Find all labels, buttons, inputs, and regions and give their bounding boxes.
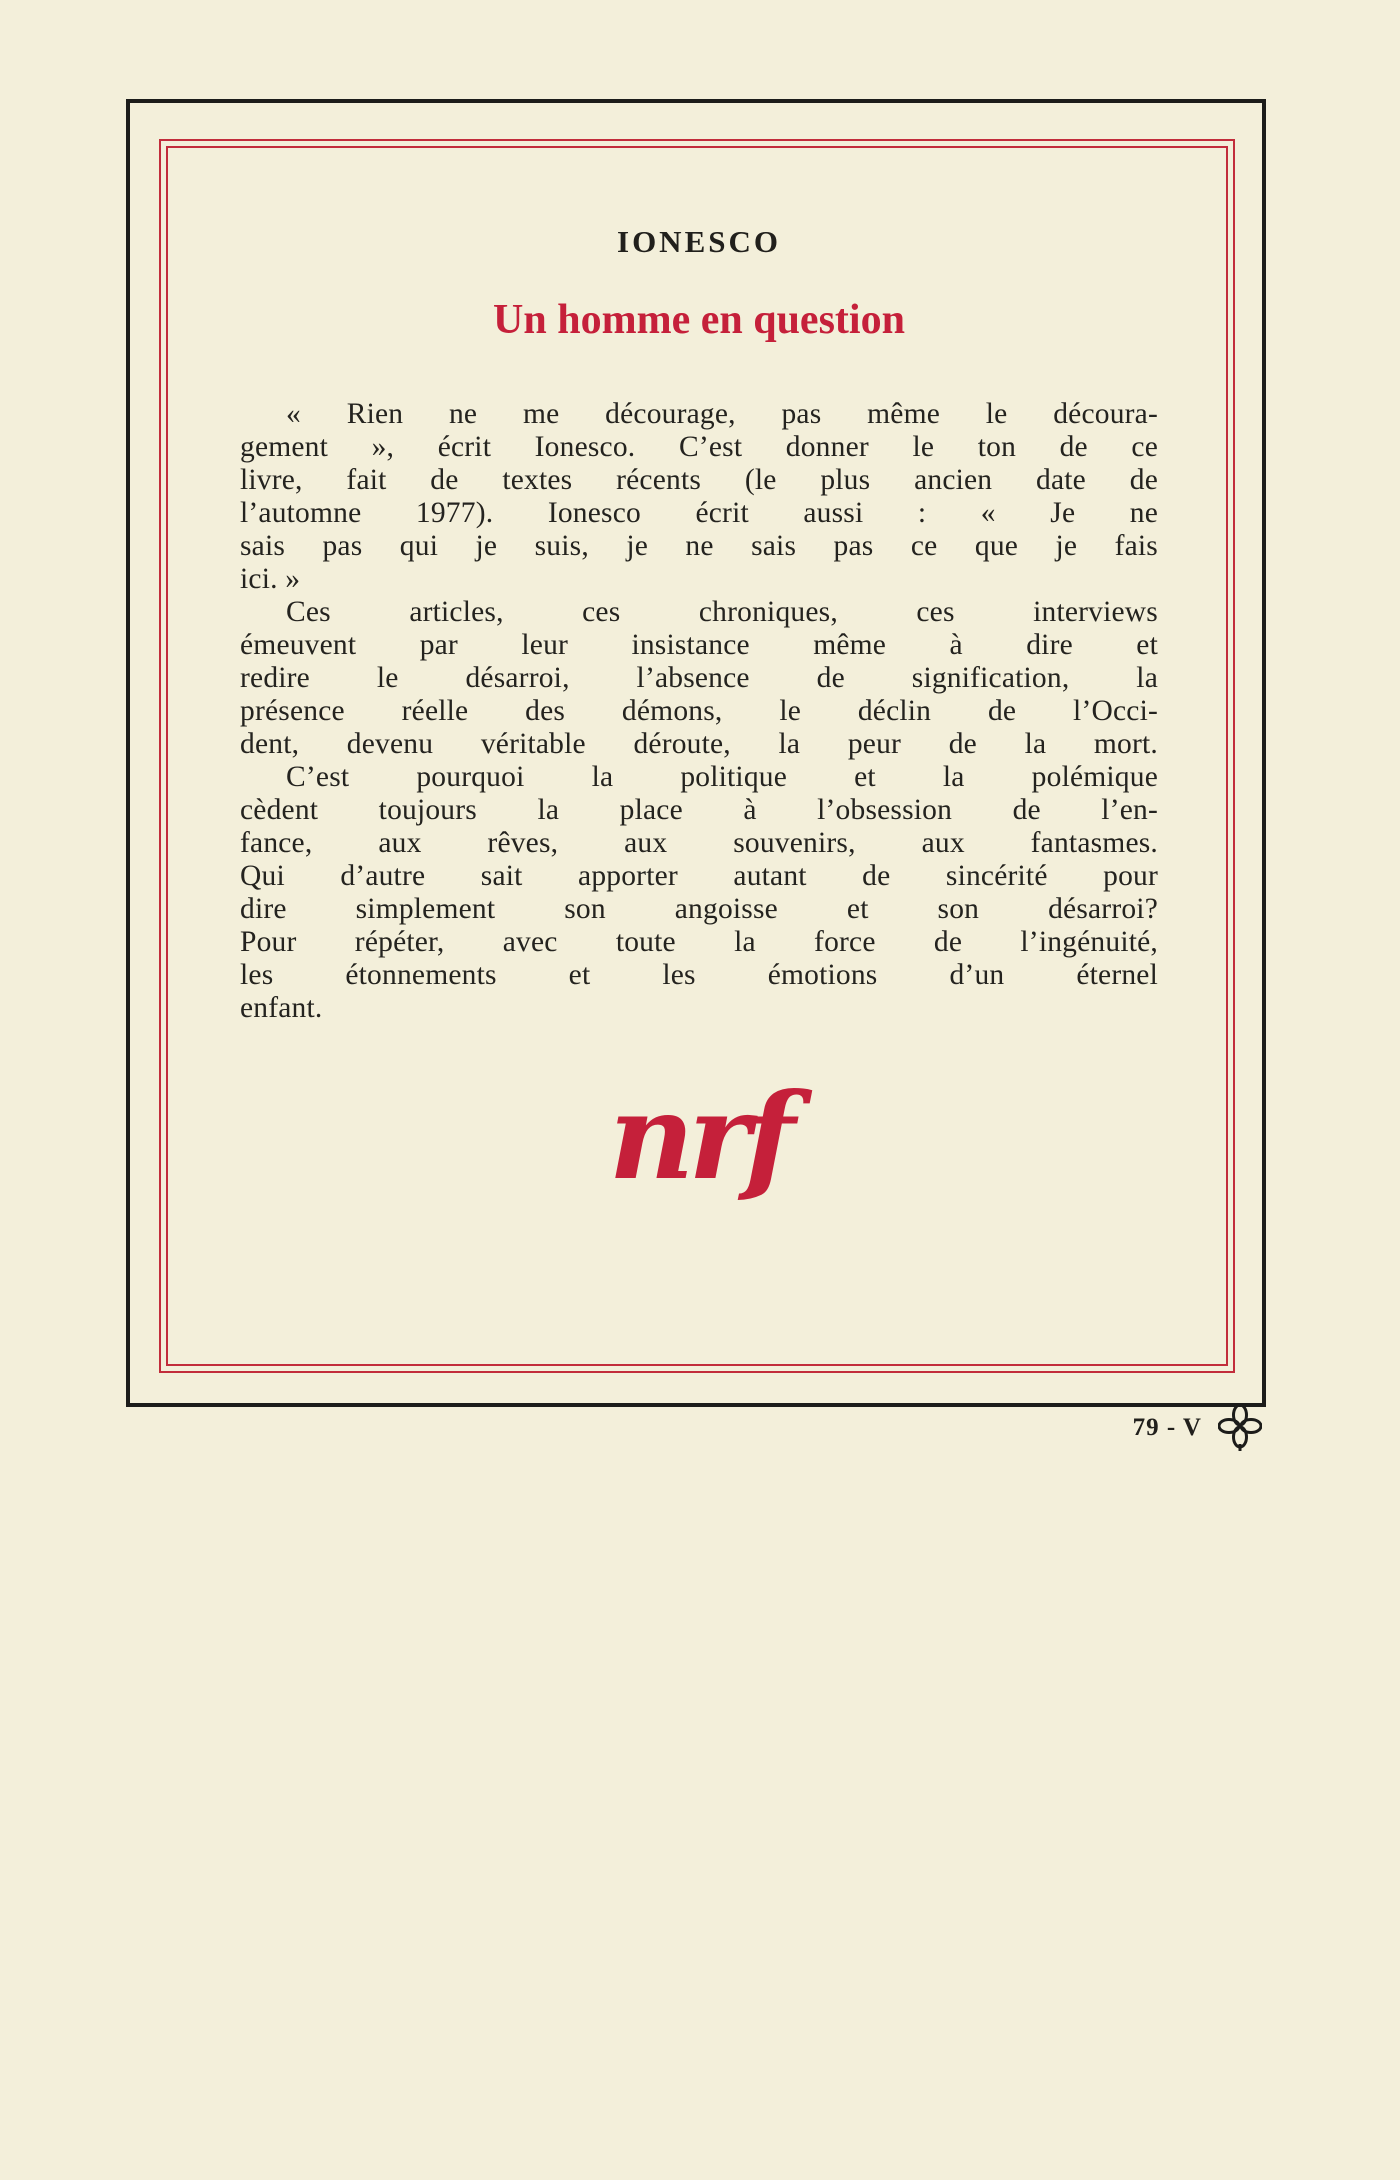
blurb-line: l’automne 1977). Ionesco écrit aussi : « Je ne [240,497,1158,529]
blurb-line: Ces articles, ces chroniques, ces interviews [286,596,1158,628]
blurb-line: dire simplement son angoisse et son désarroi? [240,893,1158,925]
blurb-line: dent, devenu véritable déroute, la peur de la mort. [240,728,1158,760]
blurb-line: « Rien ne me décourage, pas même le découra- [286,398,1158,430]
nrf-publisher-logo: nrf [608,1067,790,1206]
print-code: 79 - V [1132,1414,1202,1441]
blurb-line: redire le désarroi, l’absence de signification, la [240,662,1158,694]
printer-mark-icon [1218,1404,1262,1452]
blurb-line: les étonnements et les émotions d’un éternel [240,959,1158,991]
blurb-line: émeuvent par leur insistance même à dire et [240,629,1158,661]
book-title: Un homme en question [493,297,905,343]
blurb-line: livre, fait de textes récents (le plus ancien date de [240,464,1158,496]
author-name: IONESCO [617,224,781,259]
blurb-line: Qui d’autre sait apporter autant de sincérité pour [240,860,1158,892]
blurb-line: enfant. [240,992,323,1024]
blurb-line: cèdent toujours la place à l’obsession de l’en- [240,794,1158,826]
blurb-line: gement », écrit Ionesco. C’est donner le ton de ce [240,431,1158,463]
blurb-line: ici. » [240,563,301,595]
blurb-line: présence réelle des démons, le déclin de l’Occi- [240,695,1158,727]
cover-content [240,224,1158,1206]
blurb-line: Pour répéter, avec toute la force de l’ingénuité, [240,926,1158,958]
print-code-row [1133,1404,1262,1452]
blurb-line: fance, aux rêves, aux souvenirs, aux fantasmes. [240,827,1158,859]
blurb-line: C’est pourquoi la politique et la polémique [286,761,1158,793]
blurb-line: sais pas qui je suis, je ne sais pas ce que je fais [240,530,1158,562]
blurb-text [240,398,1158,1025]
